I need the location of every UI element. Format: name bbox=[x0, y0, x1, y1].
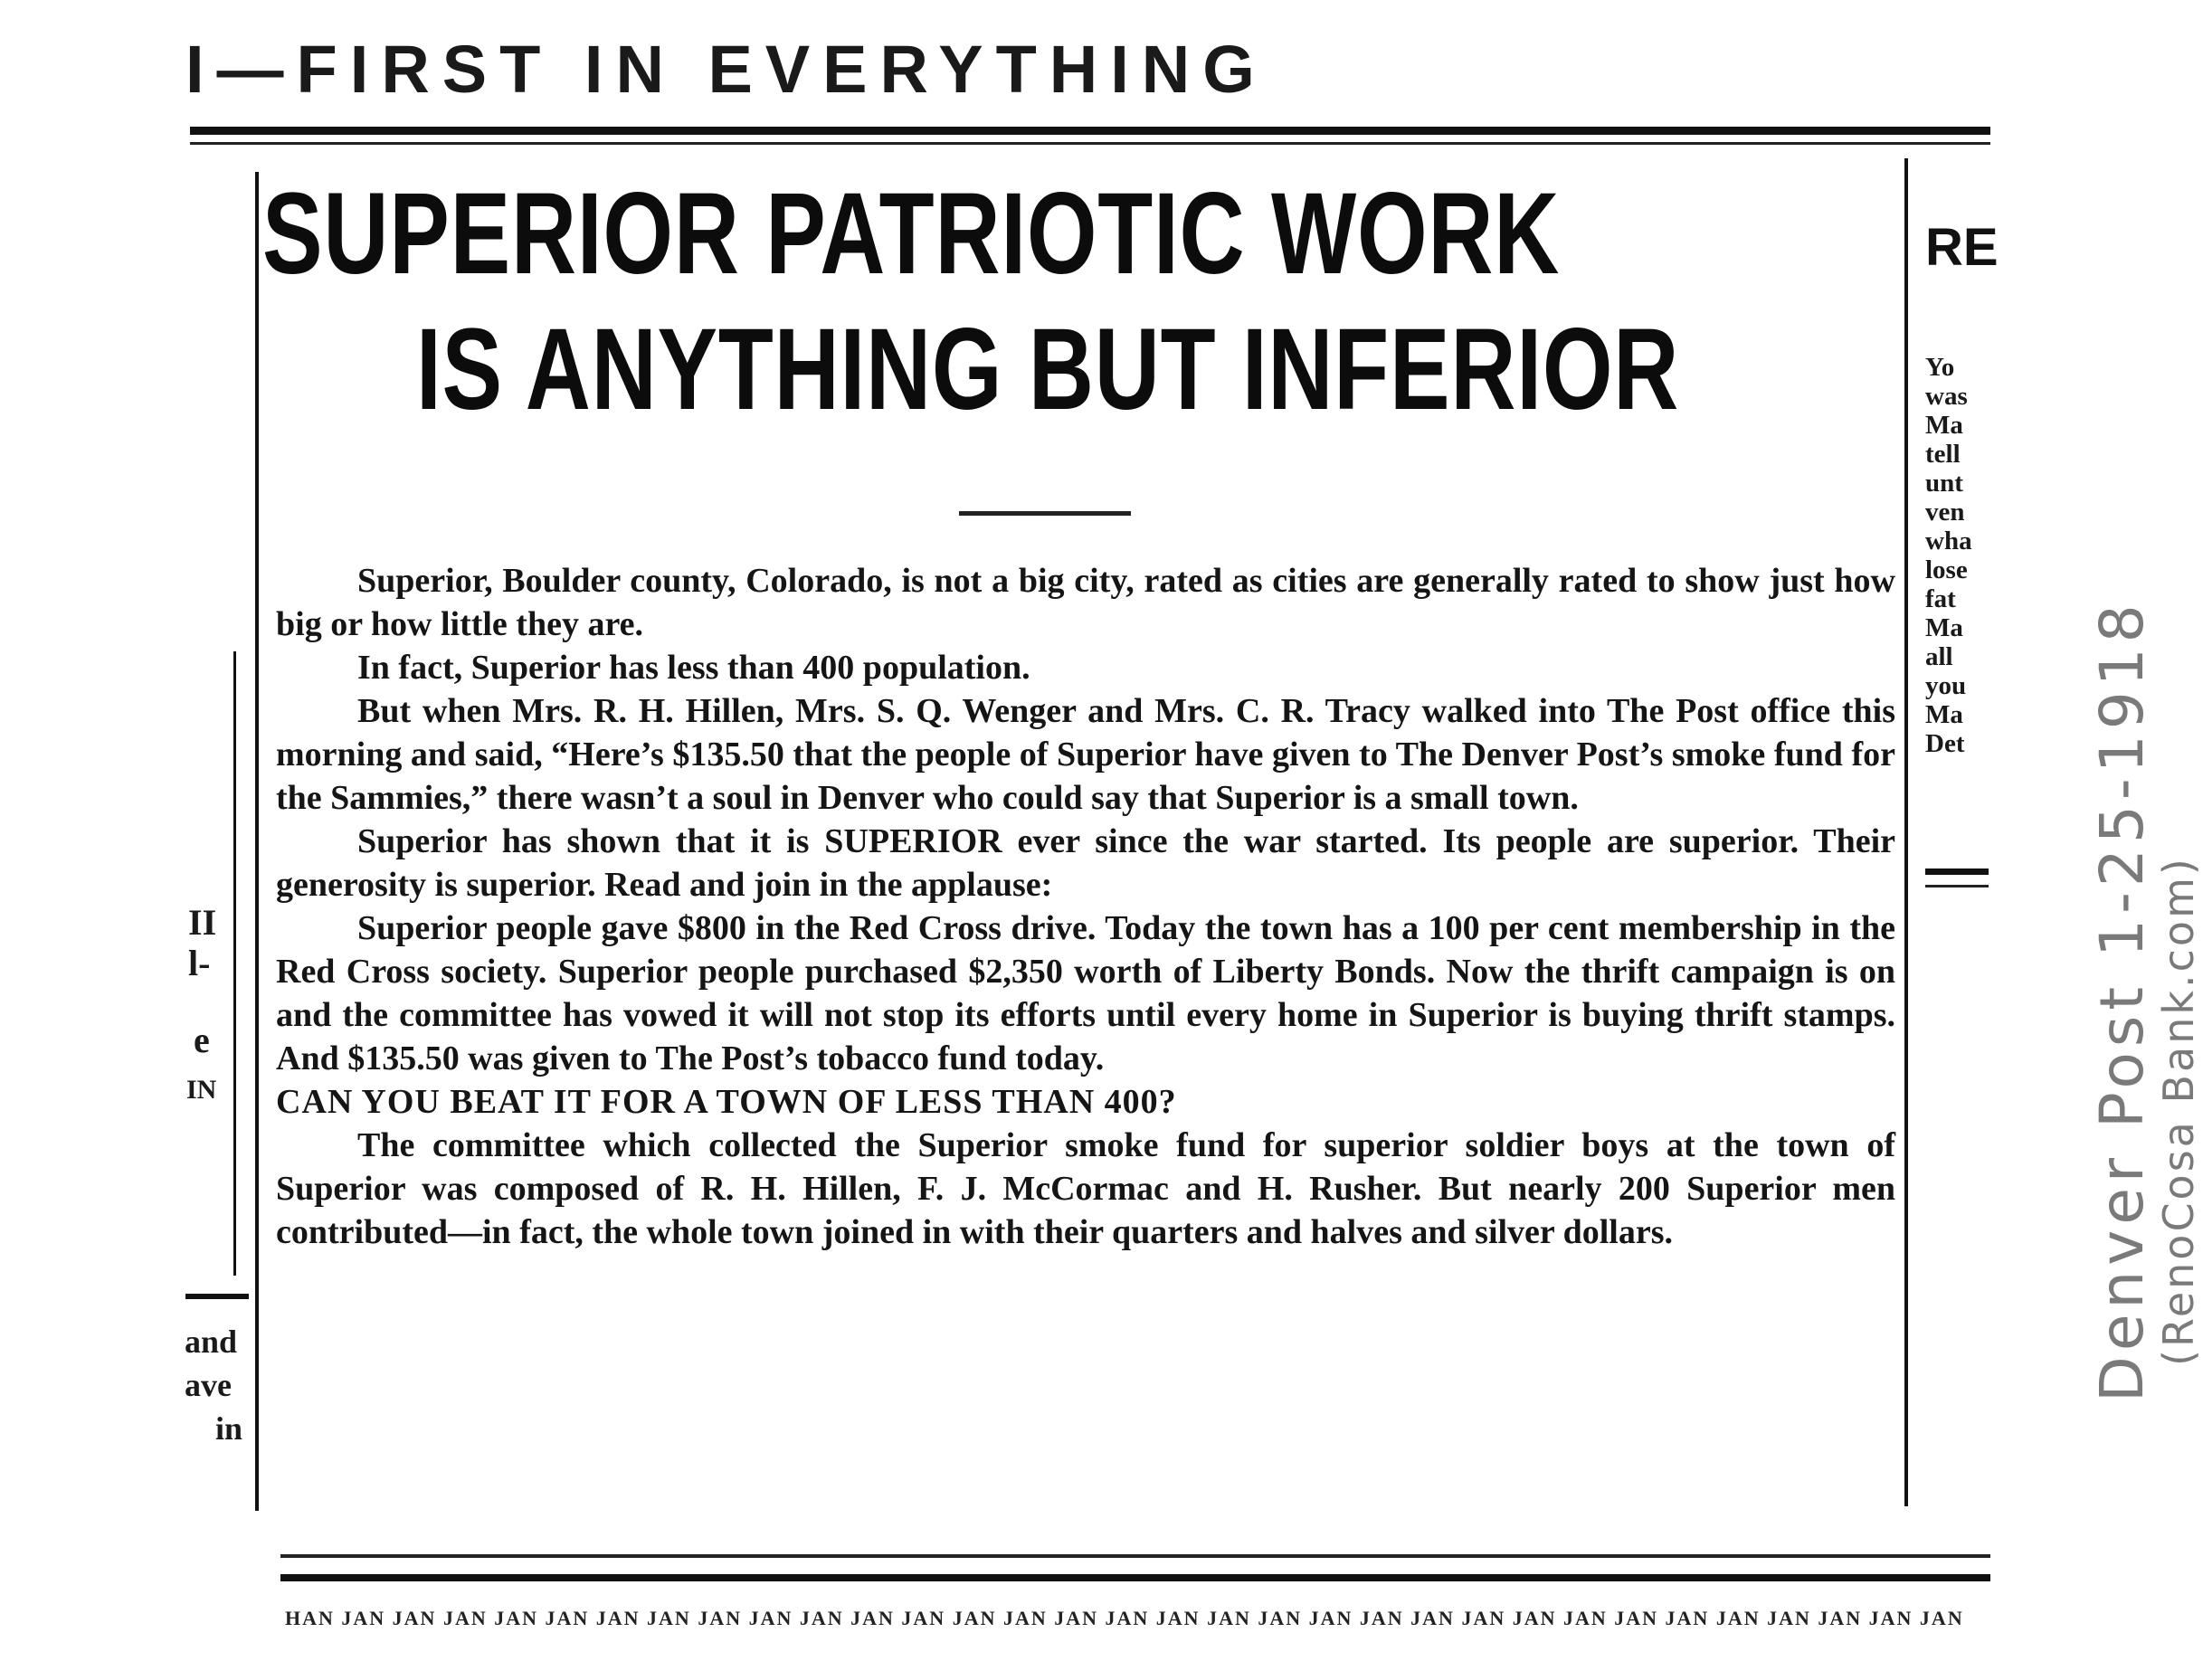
headline-divider bbox=[959, 511, 1131, 516]
article-frame-outer-left bbox=[233, 651, 236, 1276]
article-paragraph: In fact, Superior has less than 400 population. bbox=[357, 649, 1030, 687]
adjacent-column-line: fat bbox=[1925, 584, 1956, 613]
article-paragraph: Superior people gave $800 in the Red Cross drive. Today the town has a 100 per cent membership in the Red Cross society. Superior people purchased $2,350 worth of Liberty Bonds. Now the thrift campaign is on and the committee has vowed it will not stop its efforts until every home in Superior is buying thrift stamps. And $135.50 was given to The Post’s tobacco fund today. bbox=[276, 909, 1895, 1077]
adjacent-column-line: all bbox=[1925, 642, 1953, 671]
adjacent-column-line: Ma bbox=[1925, 411, 1963, 440]
headline bbox=[262, 169, 1900, 434]
left-column-fragment: and bbox=[185, 1324, 238, 1360]
handwritten-note-line-2: (RenoCosa Bank.com) bbox=[2153, 856, 2203, 1366]
adjacent-column-heading: RE bbox=[1925, 218, 1999, 277]
adjacent-column-rule bbox=[1925, 868, 1989, 875]
adjacent-column-line: was bbox=[1925, 382, 1968, 411]
adjacent-column-line: you bbox=[1925, 671, 1967, 700]
top-rule bbox=[190, 127, 1990, 135]
bottom-strip-text: HAN JAN JAN JAN JAN JAN JAN JAN JAN JAN JAN JAN JAN JAN JAN JAN JAN JAN JAN JAN JAN JAN JAN JAN JAN JAN JAN JAN JAN JAN JAN JAN JAN bbox=[285, 1607, 1964, 1629]
masthead: I—FIRST IN EVERYTHING bbox=[185, 32, 1268, 107]
adjacent-column-line: Yo bbox=[1925, 353, 1955, 382]
adjacent-column bbox=[1925, 353, 1989, 758]
left-column-fragment: e bbox=[194, 1020, 210, 1060]
handwritten-note-line-1: Denver Post 1-25-1918 bbox=[2087, 599, 2157, 1402]
handwritten-source-note bbox=[2087, 599, 2203, 1402]
article-closing: The committee which collected the Superior smoke fund for superior soldier boys at the town of Superior was composed of R. H. Hillen, F. J. McCormac and H. Rusher. But nearly 200 Superior men contributed—in fact, the whole town joined in with their quarters and halves and silver dollars. bbox=[276, 1126, 1895, 1251]
article-body bbox=[276, 559, 1895, 1254]
headline-line-2: IS ANYTHING BUT INFERIOR bbox=[416, 305, 1680, 434]
adjacent-column-rule-thin bbox=[1925, 885, 1989, 887]
adjacent-column-line: Det bbox=[1925, 729, 1965, 758]
left-column-fragment: ave bbox=[185, 1367, 232, 1403]
adjacent-column-line: lose bbox=[1925, 555, 1968, 584]
article-paragraph: Superior has shown that it is SUPERIOR ever since the war started. Its people are superior. Their generosity is superior. Read and join in the applause: bbox=[276, 822, 1895, 904]
left-column-rule bbox=[185, 1294, 249, 1299]
left-column-fragment: II bbox=[188, 902, 217, 943]
adjacent-column-line: unt bbox=[1925, 469, 1963, 498]
bottom-rule-thick bbox=[280, 1574, 1990, 1581]
article-paragraph: Superior, Boulder county, Colorado, is not a big city, rated as cities are generally rated to show just how big or how little they are. bbox=[276, 562, 1895, 643]
article-paragraph: But when Mrs. R. H. Hillen, Mrs. S. Q. Wenger and Mrs. C. R. Tracy walked into The Post office this morning and said, “Here’s $135.50 that the people of Superior have given to The Denver Post’s smoke fund for the Sammies,” there wasn’t a soul in Denver who could say that Superior is a small town. bbox=[276, 692, 1895, 817]
left-column-fragment: l- bbox=[188, 943, 211, 983]
article-frame-right bbox=[1904, 158, 1908, 1506]
left-column-fragment: IN bbox=[186, 1075, 217, 1105]
adjacent-column-line: tell bbox=[1925, 440, 1961, 469]
top-rule-secondary bbox=[190, 142, 1990, 145]
adjacent-column-line: Ma bbox=[1925, 700, 1963, 729]
headline-line-1: SUPERIOR PATRIOTIC WORK bbox=[262, 169, 1561, 299]
adjacent-column-line: wha bbox=[1925, 527, 1972, 555]
article-frame-left bbox=[255, 172, 259, 1511]
adjacent-column-line: ven bbox=[1925, 498, 1965, 527]
adjacent-column-line: Ma bbox=[1925, 613, 1963, 642]
bottom-rule bbox=[280, 1554, 1990, 1558]
article-callout: CAN YOU BEAT IT FOR A TOWN OF LESS THAN 400? bbox=[276, 1083, 1177, 1121]
left-column-fragment: in bbox=[215, 1410, 243, 1447]
